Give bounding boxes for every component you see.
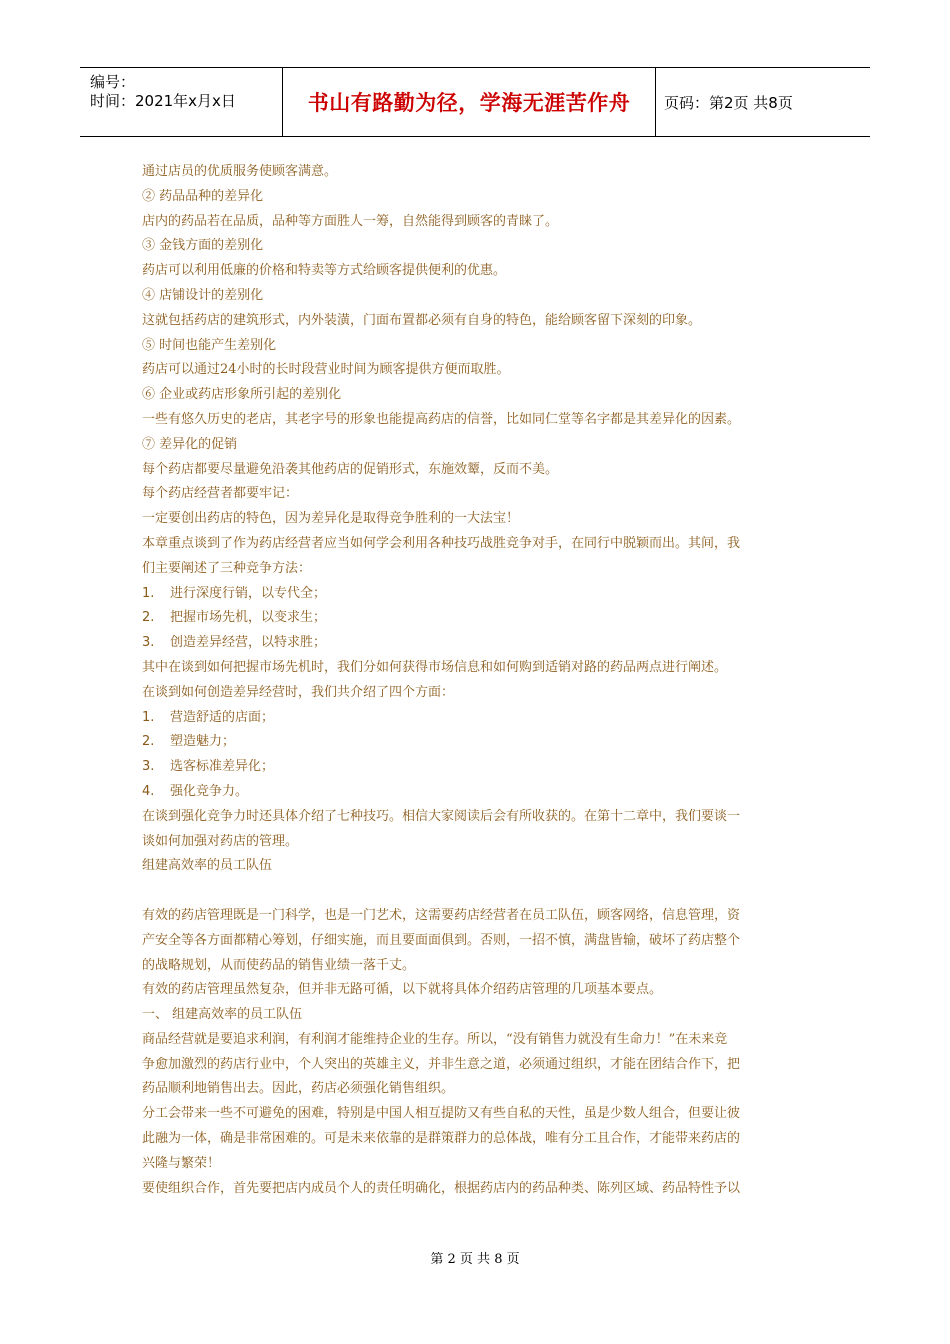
list-marker: 4.: [142, 783, 155, 799]
section-title: 组建高效率的员工队伍: [142, 858, 273, 874]
header-motto-cell: [282, 68, 656, 136]
list-item-text: 营造舒适的店面；: [170, 709, 275, 725]
subheading: ⑥ 企业或药店形象所引起的差别化: [142, 387, 342, 403]
list-marker: 3.: [142, 635, 155, 651]
list-item: [142, 780, 806, 805]
list-marker: 1.: [142, 585, 155, 601]
list-marker: 1.: [142, 709, 155, 725]
text-line: 店内的药品若在品质，品种等方面胜人一筹，自然能得到顾客的青睐了。: [142, 213, 559, 229]
text-line: 药店可以利用低廉的价格和特卖等方式给顾客提供便利的优惠。: [142, 263, 507, 279]
text-line: 药店可以通过24小时的长时段营业时间为顾客提供方便而取胜。: [142, 362, 510, 378]
document-body: [142, 160, 806, 1201]
text-line: 在谈到强化竞争力时还具体介绍了七种技巧。相信大家阅读后会有所收获的。在第十二章中，我们要谈一: [142, 808, 741, 824]
text-line: 其中在谈到如何把握市场先机时，我们分如何获得市场信息和如何购到适销对路的药品两点进行阐述。: [142, 659, 728, 675]
text-line: 们主要阐述了三种竞争方法：: [142, 560, 312, 576]
document-time-label: 时间：2021年x月x日: [90, 92, 236, 110]
header-info-cell: [80, 68, 282, 136]
text-line: 药品顺利地销售出去。因此，药店必须强化销售组织。: [142, 1081, 455, 1097]
list-marker: 3.: [142, 759, 155, 775]
page-header: [80, 67, 870, 137]
subheading: ⑤ 时间也能产生差别化: [142, 337, 277, 353]
document-number-label: 编号：: [90, 73, 136, 91]
text-line: 本章重点谈到了作为药店经营者应当如何学会利用各种技巧战胜竞争对手，在同行中脱颖而出。其间，我: [142, 535, 741, 551]
list-item: [142, 582, 806, 607]
list-item: [142, 730, 806, 755]
page-footer: 第 2 页 共 8 页: [430, 1252, 520, 1267]
list-item: [142, 706, 806, 731]
subheading: ⑦ 差异化的促销: [142, 436, 238, 452]
text-line: 一些有悠久历史的老店，其老字号的形象也能提高药店的信誉，比如同仁堂等名字都是其差异化的因素。: [142, 411, 741, 427]
text-line: 的战略规划，从而使药品的销售业绩一落千丈。: [142, 957, 416, 973]
list-marker: 2.: [142, 734, 155, 750]
list-item: [142, 606, 806, 631]
text-line: 通过店员的优质服务使顾客满意。: [142, 164, 338, 179]
list-item-text: 塑造魅力；: [170, 734, 236, 750]
text-line: 一定要创出药店的特色，因为差异化是取得竞争胜利的一大法宝！: [142, 511, 520, 527]
paragraph-gap: [142, 879, 806, 904]
subheading: ④ 店铺设计的差别化: [142, 287, 264, 303]
text-line: 产安全等各方面都精心筹划，仔细实施，而且要面面俱到。否则，一招不慎，满盘皆输，破坏了药店整个: [142, 932, 741, 948]
list-item-text: 选客标准差异化；: [170, 759, 275, 775]
text-line: 有效的药店管理既是一门科学，也是一门艺术，这需要药店经营者在员工队伍，顾客网络，信息管理，资: [142, 907, 741, 923]
text-line: 要使组织合作，首先要把店内成员个人的责任明确化，根据药店内的药品种类、陈列区域、药品特性予以: [142, 1180, 741, 1196]
text-line: 分工会带来一些不可避免的困难，特别是中国人相互提防又有些自私的天性，虽是少数人组合，但要让彼: [142, 1106, 741, 1122]
list-marker: 2.: [142, 610, 155, 626]
text-line: 在谈到如何创造差异经营时，我们共介绍了四个方面：: [142, 684, 455, 700]
text-line: 争愈加激烈的药店行业中，个人突出的英雄主义，并非生意之道，必须通过组织，才能在团结合作下，把: [142, 1056, 741, 1072]
header-page-cell: [656, 68, 870, 136]
text-line: 每个药店都要尽量避免沿袭其他药店的促销形式，东施效颦，反而不美。: [142, 461, 559, 477]
text-line: 商品经营就是要追求利润，有利润才能维持企业的生存。所以，“没有销售力就没有生命力！”在未来竞: [142, 1031, 728, 1047]
subheading: ③ 金钱方面的差别化: [142, 238, 264, 254]
list-item-text: 把握市场先机，以变求生；: [170, 610, 327, 626]
text-line: 此融为一体，确是非常困难的。可是未来依靠的是群策群力的总体战，唯有分工且合作，才能带来药店的: [142, 1131, 741, 1147]
section-heading: 一、 组建高效率的员工队伍: [142, 1007, 303, 1023]
text-line: 这就包括药店的建筑形式，内外装潢，门面布置都必须有自身的特色，能给顾客留下深刻的印象。: [142, 312, 702, 328]
list-item-text: 创造差异经营，以特求胜；: [170, 635, 327, 651]
header-page-label: 页码：第2页 共8页: [664, 93, 793, 112]
list-item: [142, 631, 806, 656]
text-line: 有效的药店管理虽然复杂，但并非无路可循，以下就将具体介绍药店管理的几项基本要点。: [142, 982, 663, 998]
header-motto: 书山有路勤为径，学海无涯苦作舟: [307, 91, 631, 115]
list-item-text: 进行深度行销，以专代全；: [170, 585, 327, 601]
text-line: 谈如何加强对药店的管理。: [142, 833, 299, 849]
text-line: 兴隆与繁荣！: [142, 1155, 221, 1171]
list-item: [142, 755, 806, 780]
list-item-text: 强化竞争力。: [170, 783, 249, 799]
text-line: 每个药店经营者都要牢记：: [142, 486, 299, 502]
subheading: ② 药品品种的差异化: [142, 188, 264, 204]
